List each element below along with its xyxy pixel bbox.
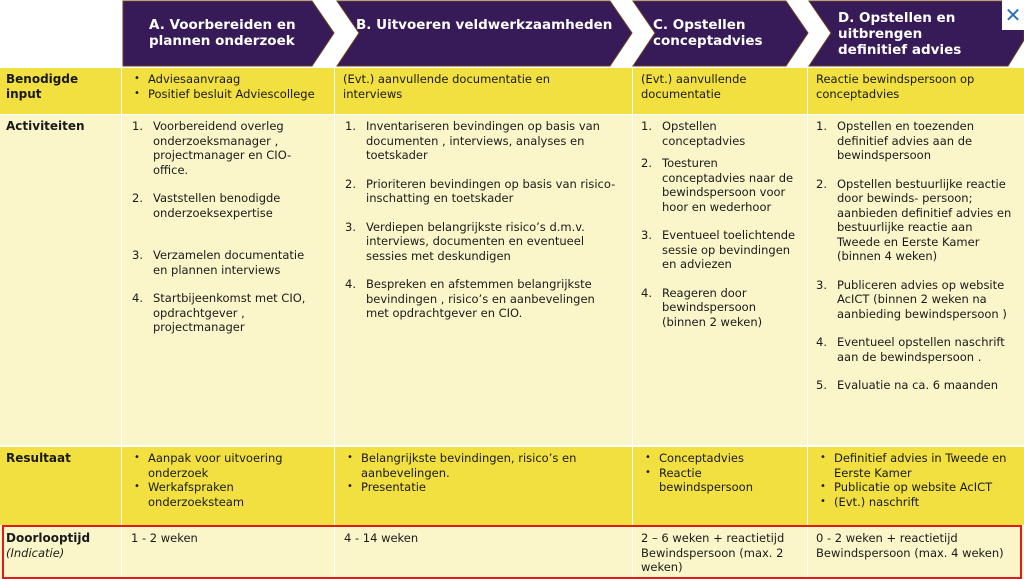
item-text: Publiceren advies op website AcICT (binnen 2 weken na aanbieding bewindspersoon ) — [837, 277, 1007, 321]
duration-a: 1 - 2 weken — [122, 526, 334, 579]
phase-a-line: A. Voorbereiden en — [149, 17, 296, 33]
close-icon[interactable]: ✕ — [1002, 0, 1024, 30]
input-c: (Evt.) aanvullende documentatie — [633, 68, 807, 114]
duration-sublabel: (Indicatie) — [6, 545, 65, 560]
activity-item — [345, 277, 618, 321]
item-number: 1. — [641, 119, 652, 133]
item-text: Bespreken en afstemmen belangrijkste bevindingen , risico’s en aanbevelingen met opdrachtgever en CIO. — [366, 277, 595, 320]
item-number: 3. — [132, 248, 143, 262]
row-label-activiteiten: Activiteiten — [0, 115, 121, 445]
activity-item — [816, 176, 1018, 264]
list-item: • Werkafspraken onderzoeksteam — [148, 480, 294, 509]
input-a — [122, 68, 334, 114]
item-number: 5. — [816, 378, 827, 392]
item-text: Opstellen en toezenden definitief advies aan de bewindspersoon — [837, 119, 975, 162]
item-number: 4. — [641, 285, 652, 300]
activity-item — [345, 119, 618, 163]
item-text: Voorbereidend overleg onderzoeksmanager , projectmanager en CIO-office. — [153, 119, 292, 177]
activity-item — [641, 285, 801, 330]
activities-d — [808, 115, 1024, 445]
list-item: • Conceptadvies — [659, 451, 777, 466]
activity-item — [641, 228, 801, 272]
phase-b-title — [356, 17, 612, 33]
activity-item — [816, 119, 1018, 163]
list-item: • Aanpak voor uitvoering onderzoek — [148, 451, 294, 480]
phase-d-line: uitbrengen — [838, 26, 923, 42]
item-number: 2. — [132, 191, 143, 205]
activities-a — [122, 115, 334, 445]
phase-b-line: B. Uitvoeren veldwerkzaamheden — [356, 17, 613, 33]
item-number: 1. — [816, 119, 827, 133]
list-item: • Adviesaanvraag — [148, 72, 328, 87]
result-c — [633, 447, 807, 525]
item-text: Eventueel toelichtende sessie op bevindingen en adviezen — [662, 228, 796, 271]
item-text: Evaluatie na ca. 6 maanden — [837, 378, 998, 392]
item-number: 2. — [816, 176, 827, 191]
row-label-doorlooptijd — [0, 526, 121, 579]
item-text: Eventueel opstellen naschrift aan de bewindspersoon . — [837, 335, 1005, 364]
item-text: Inventariseren bevindingen op basis van documenten , interviews, analyses en toetskader — [366, 119, 600, 162]
item-text: Opstellen conceptadvies — [662, 119, 746, 148]
chevron-b — [337, 1, 632, 66]
list-item: • Positief besluit Adviescollege — [148, 87, 328, 102]
phase-d-title — [838, 10, 961, 58]
activity-item — [345, 219, 618, 264]
activity-item — [132, 248, 320, 277]
label-line: input — [6, 86, 42, 101]
label-line: Benodigde — [6, 72, 79, 86]
item-text: Prioriteren bevindingen op basis van risico-inschatting en toetskader — [366, 176, 616, 205]
phase-c-line: conceptadvies — [653, 33, 763, 49]
phase-header — [0, 0, 1024, 67]
item-number: 4. — [816, 335, 827, 349]
result-a — [122, 447, 334, 525]
phase-a-title — [149, 17, 296, 49]
item-number: 3. — [345, 219, 356, 234]
duration-b: 4 - 14 weken — [335, 526, 632, 579]
activities-c — [633, 115, 807, 445]
item-number: 2. — [345, 176, 356, 191]
activity-item — [816, 277, 1018, 322]
list-item: • Belangrijkste bevindingen, risico’s en aanbevelingen. — [361, 451, 592, 480]
activity-item — [816, 378, 1018, 393]
item-text: Toesturen conceptadvies naar de bewindspersoon voor hoor en wederhoor — [662, 156, 794, 214]
list-item: • Reactie bewindspersoon — [659, 466, 777, 495]
activity-item — [345, 176, 618, 206]
item-number: 2. — [641, 156, 652, 170]
result-b — [335, 447, 632, 525]
list-item: • Presentatie — [361, 480, 592, 495]
duration-c: 2 – 6 weken + reactietijd Bewindspersoon (max. 2 weken) — [633, 526, 807, 579]
list-item: • Publicatie op website AcICT — [834, 480, 1020, 495]
activity-item — [132, 191, 320, 220]
item-text: Vaststellen benodigde onderzoeksexpertise — [153, 191, 281, 220]
activity-item — [132, 291, 320, 335]
input-b: (Evt.) aanvullende documentatie en interviews — [335, 68, 632, 114]
item-number: 4. — [345, 277, 356, 291]
item-number: 1. — [132, 119, 143, 133]
item-number: 3. — [816, 277, 827, 292]
activity-item — [641, 119, 801, 148]
list-item: • (Evt.) naschrift — [834, 495, 1020, 510]
item-number: 1. — [345, 119, 356, 133]
duration-d: 0 - 2 weken + reactietijd Bewindspersoon (max. 4 weken) — [808, 526, 1024, 579]
item-text: Reageren door bewindspersoon (binnen 2 weken) — [662, 285, 763, 329]
input-d: Reactie bewindspersoon op conceptadvies — [808, 68, 1024, 114]
item-number: 4. — [132, 291, 143, 305]
phase-c-title — [653, 17, 763, 49]
row-label-resultaat: Resultaat — [0, 447, 121, 525]
phase-d-line: D. Opstellen en — [838, 10, 956, 26]
item-text: Verzamelen documentatie en plannen interviews — [153, 248, 305, 277]
activities-b — [335, 115, 632, 445]
phase-c-line: C. Opstellen — [653, 17, 746, 33]
activity-item — [132, 119, 320, 177]
activity-item — [816, 335, 1018, 364]
item-text: Verdiepen belangrijkste risico’s d.m.v. interviews, documenten en eventueel sessies met deskundigen — [366, 219, 585, 263]
row-label-input — [0, 68, 121, 114]
phase-d-line: definitief advies — [838, 42, 962, 58]
phase-a-line: plannen onderzoek — [149, 33, 295, 49]
item-number: 3. — [641, 228, 652, 242]
list-item: • Definitief advies in Tweede en Eerste Kamer — [834, 451, 1020, 480]
item-text: Startbijeenkomst met CIO, opdrachtgever , projectmanager — [153, 291, 306, 334]
item-text: Opstellen bestuurlijke reactie door bewinds- persoon; aanbieden definitief advies en bestuurlijke reactie aan Tweede en Eerste Kamer (binnen 4 weken) — [837, 176, 1012, 263]
activity-item — [641, 156, 801, 214]
result-d — [808, 447, 1024, 525]
duration-label: Doorlooptijd — [6, 531, 91, 545]
